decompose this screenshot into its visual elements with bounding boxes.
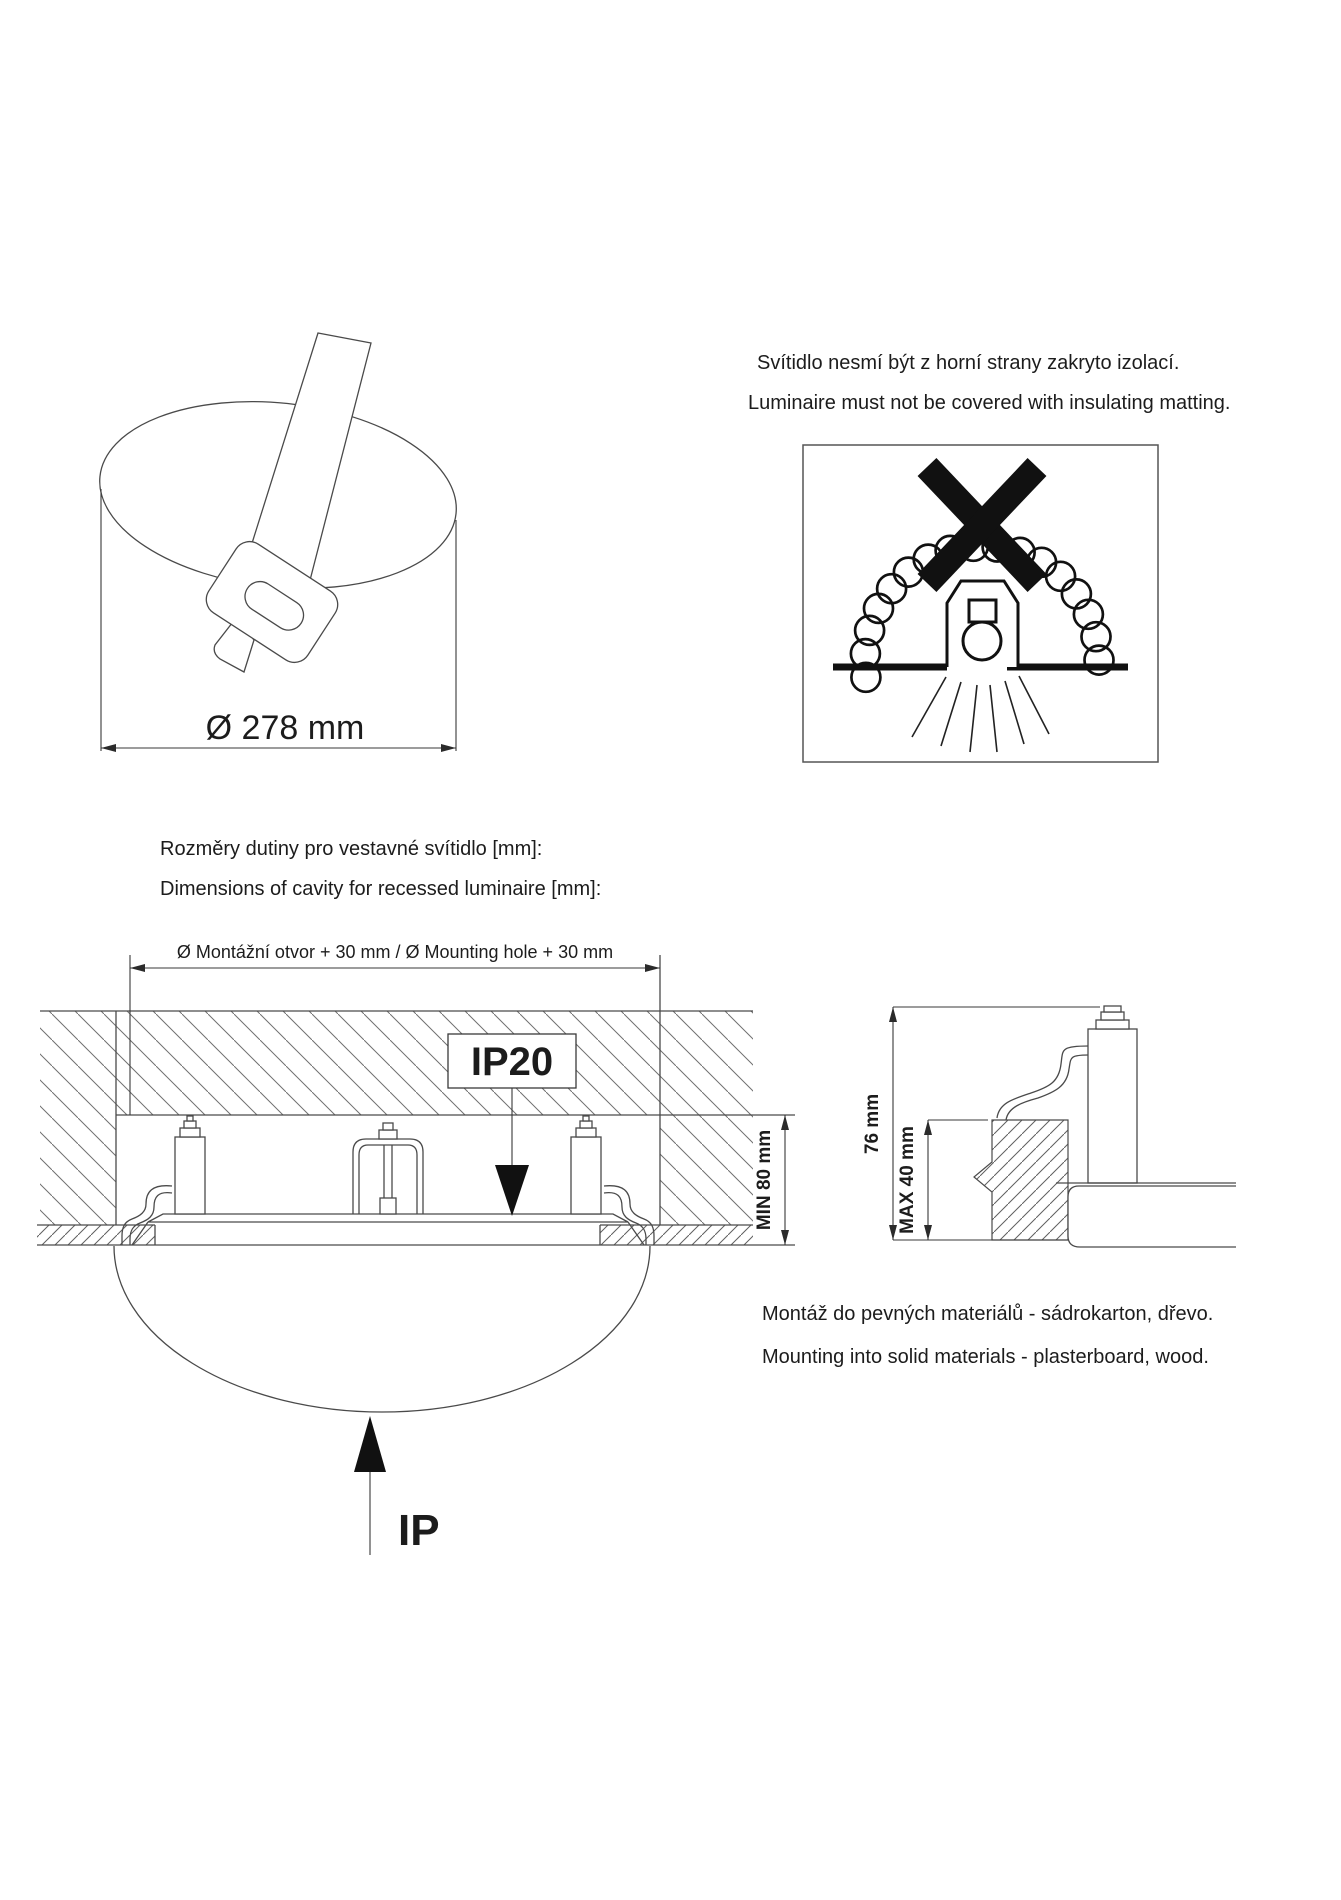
height-76mm-label: 76 mm xyxy=(862,1093,883,1155)
luminaire-trim xyxy=(132,1222,644,1245)
dimension-arrow-left xyxy=(101,744,116,752)
mounting-post-right xyxy=(571,1116,601,1214)
mounting-note-en: Mounting into solid materials - plasterboard, wood. xyxy=(762,1346,1209,1368)
max-40mm-label: MAX 40 mm xyxy=(897,1126,918,1234)
side-mounting-post xyxy=(1088,1006,1137,1183)
board-thickness-dimension xyxy=(897,1120,988,1240)
side-mounting-detail xyxy=(850,975,1260,1270)
luminaire-3d-figure xyxy=(40,320,480,770)
no-insulation-cover-icon xyxy=(795,437,1167,771)
board-section xyxy=(974,1120,1068,1240)
centre-bracket xyxy=(353,1123,423,1214)
ip20-badge: IP20 xyxy=(470,1040,554,1084)
ip-arrow-label: IP xyxy=(398,1506,440,1555)
side-spring-clip xyxy=(997,1046,1088,1120)
insulation-warning-en: Luminaire must not be covered with insulating matting. xyxy=(748,392,1231,414)
lamp-socket-icon xyxy=(969,600,996,622)
mounting-note-cs: Montáž do pevných materiálů - sádrokarton, dřevo. xyxy=(762,1303,1214,1325)
luminaire-base-plate xyxy=(148,1214,628,1222)
side-flange xyxy=(1056,1183,1236,1247)
insulation-warning-cs: Svítidlo nesmí být z horní strany zakryto izolací. xyxy=(757,352,1180,374)
min-depth-dimension xyxy=(754,1115,789,1245)
ip-pointer xyxy=(354,1416,440,1555)
min-depth-label: MIN 80 mm xyxy=(754,1129,775,1231)
dimension-arrow-right xyxy=(441,744,456,752)
glass-dome xyxy=(114,1246,650,1412)
cavity-heading-en: Dimensions of cavity for recessed luminaire [mm]: xyxy=(160,878,602,900)
mounting-post-left xyxy=(175,1116,205,1214)
cavity-cross-section xyxy=(20,935,820,1570)
diameter-dimension-label: Ø 278 mm xyxy=(205,709,365,747)
lamp-bulb-icon xyxy=(963,622,1001,660)
recessed-luminaire-body xyxy=(114,1116,654,1412)
mounting-hole-dimension-label: Ø Montážní otvor + 30 mm / Ø Mounting hole + 30 mm xyxy=(176,942,614,962)
cavity-heading-cs: Rozměry dutiny pro vestavné svítidlo [mm]: xyxy=(160,838,543,860)
ip20-callout xyxy=(448,1034,576,1216)
